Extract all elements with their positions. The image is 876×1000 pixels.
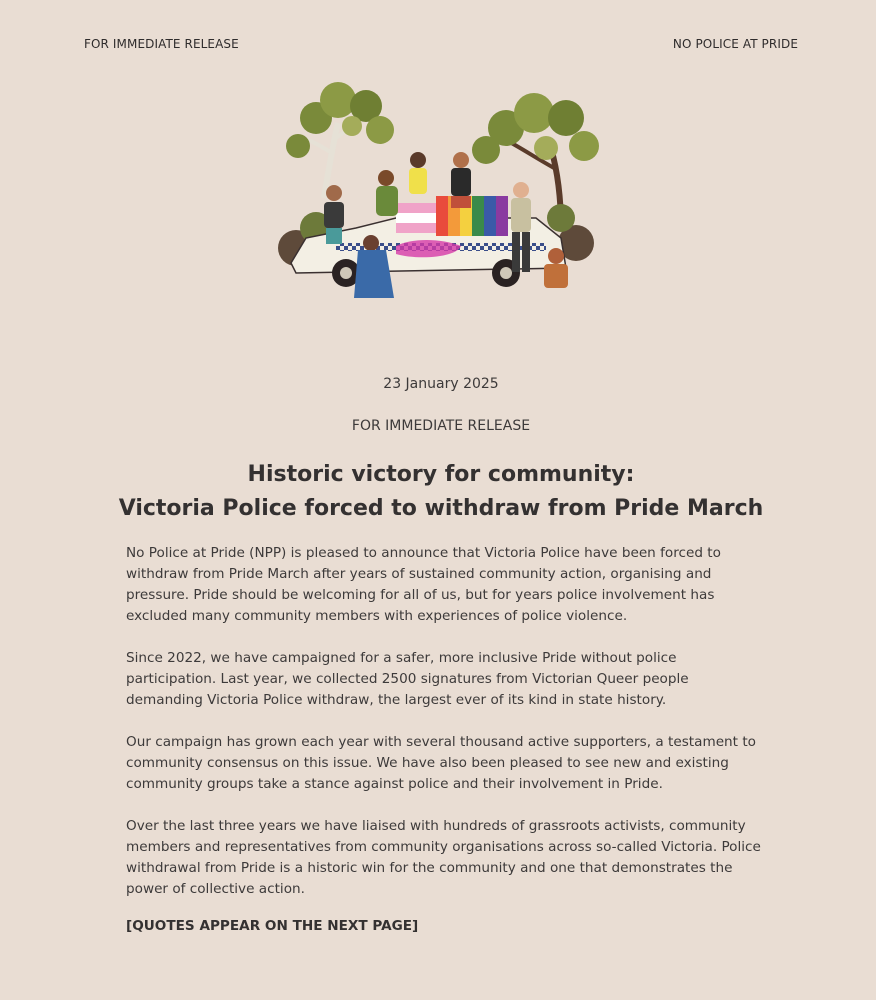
- paragraph: Since 2022, we have campaigned for a safer, more inclusive Pride without police participation. Last year, we collected 2500 signatures from Victorian Queer people demanding Victoria Police withdraw, the largest ever of its kind in state history.: [126, 650, 689, 708]
- body-text: [126, 543, 766, 921]
- left-tree: [286, 82, 394, 198]
- header-release-label: FOR IMMEDIATE RELEASE: [84, 37, 239, 51]
- title-line-1: Historic victory for community:: [247, 462, 635, 487]
- release-label: FOR IMMEDIATE RELEASE: [351, 418, 531, 434]
- title-line-2: Victoria Police forced to withdraw from Pride March: [118, 496, 764, 521]
- page-title: [0, 458, 876, 526]
- release-date: 23 January 2025: [383, 376, 499, 392]
- paragraph: No Police at Pride (NPP) is pleased to announce that Victoria Police have been forced to withdraw from Pride March after years of sustained community action, organising and pressure. Pride should be welcoming for all of us, but for years police involvement has excluded many community members with experiences of police violence.: [126, 545, 721, 624]
- quotes-note: [QUOTES APPEAR ON THE NEXT PAGE]: [126, 918, 419, 934]
- paragraph: Our campaign has grown each year with several thousand active supporters, a testament to community consensus on this issue. We have also been pleased to see new and existing community groups take a stance against police and their involvement in Pride.: [126, 734, 756, 792]
- header-org-name: NO POLICE AT PRIDE: [672, 37, 798, 51]
- paragraph: Over the last three years we have liaised with hundreds of grassroots activists, community members and representatives from community organisations across so-called Victoria. Police withdrawal from Pride is a historic win for the community and one that demonstrates the power of collective action.: [126, 818, 761, 897]
- community-illustration: [276, 78, 606, 323]
